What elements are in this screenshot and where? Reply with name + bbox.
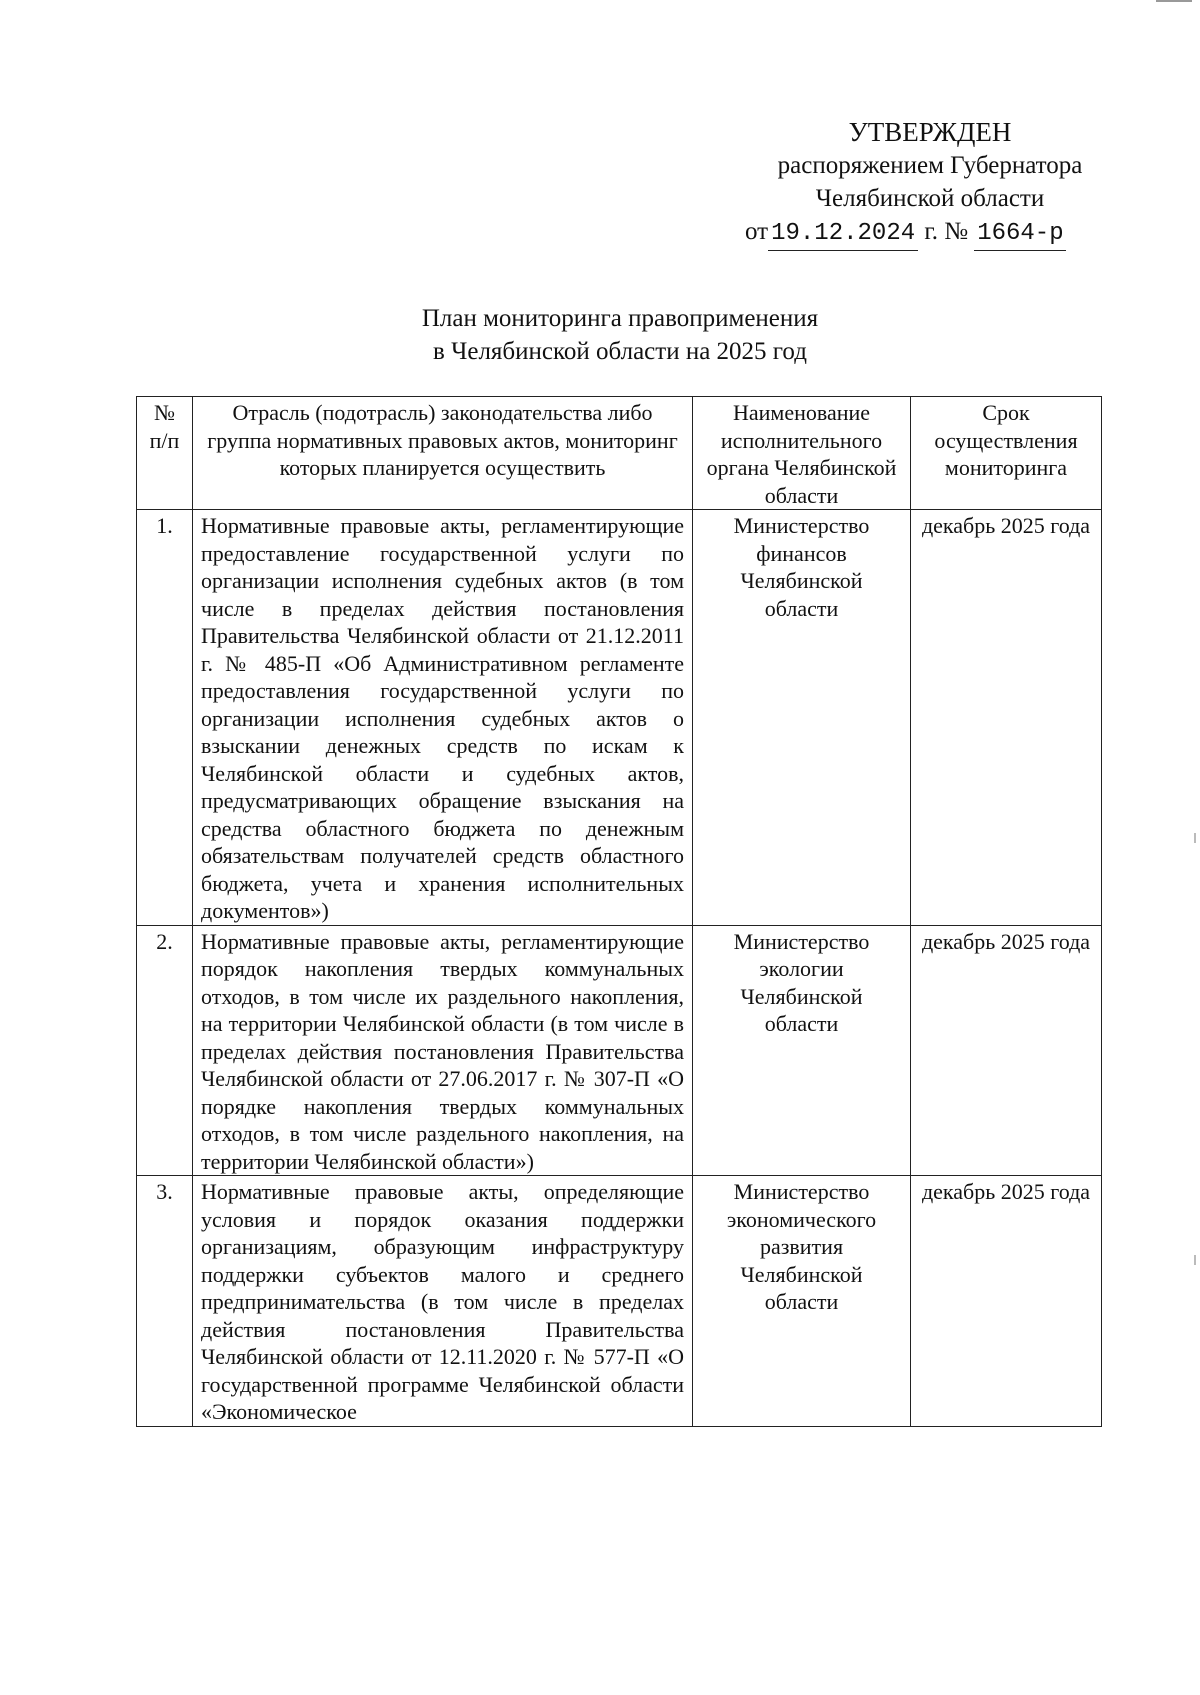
year-number-label: г. № <box>924 218 969 245</box>
approval-number: 1664-р <box>974 217 1066 251</box>
row-subject: Нормативные правовые акты, регламентирующие порядок накопления твердых коммунальных отходов, в том числе их раздельного накопления, на территории Челябинской области (в том числе в пределах действия постановления Правительства Челябинской области от 27.06.2017 г. № 307-П «О порядке накопления твердых коммунальных отходов, в том числе раздельного накопления, на территории Челябинской области») <box>193 925 693 1176</box>
row-number: 1. <box>137 510 193 926</box>
table-row <box>137 510 1102 926</box>
header-organ: Наименование исполнительного органа Челябинской области <box>693 397 911 510</box>
approval-heading: УТВЕРЖДЕН <box>848 117 1012 147</box>
row-organ: Министерство экологии Челябинской области <box>693 925 911 1176</box>
title-line-2: в Челябинской области на 2025 год <box>433 338 807 365</box>
header-subject: Отрасль (подотрасль) законодательства либо группа нормативных правовых актов, мониторинг которых планируется осуществить <box>193 397 693 510</box>
scan-edge-mark <box>1194 1255 1196 1265</box>
table-row <box>137 925 1102 1176</box>
header-num: № п/п <box>137 397 193 510</box>
monitoring-plan-table <box>136 396 1102 1427</box>
approval-stamp <box>700 116 1160 251</box>
row-term: декабрь 2025 года <box>911 1176 1102 1427</box>
row-number: 3. <box>137 1176 193 1427</box>
row-organ: Министерство финансов Челябинской области <box>693 510 911 926</box>
scan-edge-mark <box>1156 0 1192 2</box>
header-term: Срок осуществления мониторинга <box>911 397 1102 510</box>
approval-date: 19.12.2024 <box>768 217 918 251</box>
approval-line-1: распоряжением Губернатора <box>777 152 1083 179</box>
row-organ: Министерство экономического развития Челябинской области <box>693 1176 911 1427</box>
row-term: декабрь 2025 года <box>911 925 1102 1176</box>
row-term: декабрь 2025 года <box>911 510 1102 926</box>
row-number: 2. <box>137 925 193 1176</box>
title-line-1: План мониторинга правоприменения <box>421 305 819 332</box>
table-row <box>137 1176 1102 1427</box>
table-header-row <box>137 397 1102 510</box>
approval-number-line <box>700 215 1160 251</box>
approval-line-2: Челябинской области <box>815 185 1045 212</box>
scan-edge-mark <box>1194 833 1196 843</box>
row-subject: Нормативные правовые акты, регламентирующие предоставление государственной услуги по организации исполнения судебных актов (в том числе в пределах действия постановления Правительства Челябинской области от 21.12.2011 г. № 485-П «Об Административном регламенте предоставления государственной услуги по организации исполнения судебных актов о взыскании денежных средств по искам к Челябинской области и судебных актов, предусматривающих обращение взыскания на средства областного бюджета по денежным обязательствам получателей средств областного бюджета, учета и хранения исполнительных документов») <box>193 510 693 926</box>
row-subject: Нормативные правовые акты, определяющие условия и порядок оказания поддержки организациям, образующим инфраструктуру поддержки субъектов малого и среднего предпринимательства (в том числе в пределах действия постановления Правительства Челябинской области от 12.11.2020 г. № 577-П «О государственной программе Челябинской области «Экономическое <box>193 1176 693 1427</box>
document-title <box>140 302 1100 368</box>
date-prefix: от <box>745 218 769 245</box>
